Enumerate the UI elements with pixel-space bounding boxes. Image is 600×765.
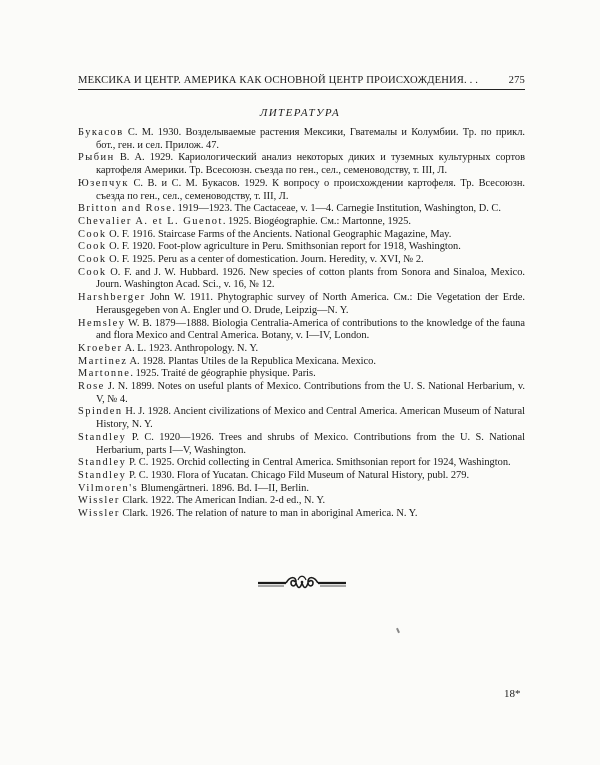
reference-entry — [78, 356, 525, 369]
reference-entry — [78, 127, 525, 152]
reference-text: . 1919—1923. The Cactaceae, v. 1—4. Carnegie Institution, Washington, D. C. — [172, 203, 501, 215]
reference-text: P. C. 1930. Flora of Yucatan. Chicago Fild Museum of Natural History, publ. 279. — [126, 469, 470, 481]
reference-author: Rose — [78, 381, 105, 393]
reference-entry — [78, 368, 525, 381]
reference-author: Cook — [78, 241, 107, 253]
header-rule — [78, 89, 525, 90]
reference-entry — [78, 178, 525, 203]
reference-text: J. N. 1899. Notes on useful plants of Mexico. Contributions from the U. S. National Herbarium, v. V, № 4. — [96, 381, 525, 405]
reference-entry — [78, 343, 525, 356]
reference-text: В. А. 1929. Кариологический анализ некоторых диких и туземных культурных сортов картофеля Америки. Тр. Всесоюзн. съезда по ген., сел., семеноводству, т. III, Л. — [96, 152, 525, 177]
reference-author: Martonne — [78, 368, 131, 380]
reference-text: P. C. 1920—1926. Trees and shrubs of Mexico. Contributions from the U. S. National Herbarium, parts I—V, Washington. — [96, 431, 525, 456]
reference-entry — [78, 203, 525, 216]
reference-author: Chevalier A. et L. Guenot — [78, 215, 223, 227]
reference-author: Kroeber — [78, 342, 123, 354]
reference-entry — [78, 457, 525, 470]
decorative-vignette-icon — [256, 572, 348, 594]
reference-entry — [78, 406, 525, 431]
reference-entry — [78, 495, 525, 508]
reference-entry — [78, 432, 525, 457]
reference-author: Harshberger — [78, 292, 146, 304]
reference-author: Cook — [78, 266, 107, 278]
reference-entry — [78, 292, 525, 317]
reference-author: Standley — [78, 469, 127, 481]
reference-entry — [78, 483, 525, 496]
reference-text: H. J. 1928. Ancient civilizations of Mexico and Central America. American Museum of Natural History, N. Y. — [96, 406, 525, 431]
ink-speck — [396, 628, 400, 633]
reference-text: O. F. 1920. Foot-plow agriculture in Peru. Smithsonian report for 1918, Washington. — [106, 241, 461, 253]
reference-text: С. М. 1930. Возделываемые растения Мексики, Гватемалы и Колумбии. Тр. по прикл. бот., ген. и сел. Прилож. 47. — [96, 127, 525, 151]
reference-text: P. C. 1925. Orchid collecting in Central America. Smithsonian report for 1924, Washington. — [126, 457, 511, 469]
reference-author: Britton and Rose — [78, 203, 173, 215]
reference-text: Clark. 1922. The American Indian. 2-d ed., N. Y. — [119, 495, 326, 507]
reference-entry — [78, 254, 525, 267]
reference-text: W. B. 1879—1888. Biologia Centralia-America of contributions to the knowledge of the fauna and flora Mexico and Central America. Botany, v. I—IV, London. — [96, 317, 525, 342]
reference-entry — [78, 267, 525, 292]
reference-author: Hemsley — [78, 317, 126, 329]
reference-author: Букасов — [78, 127, 124, 138]
reference-entry — [78, 229, 525, 242]
reference-text: С. В. и С. М. Букасов. 1929. К вопросу о происхождении картофеля. Тр. Всесоюзн. съезда по ген., сел., семеноводству, т. III, Л. — [96, 177, 525, 202]
running-head — [78, 75, 525, 86]
reference-text: Clark. 1926. The relation of nature to man in aboriginal America. N. Y. — [119, 508, 418, 520]
reference-text: O. F. 1925. Peru as a center of domestication. Journ. Heredity, v. XVI, № 2. — [106, 254, 424, 266]
reference-author: Standley — [78, 457, 127, 469]
reference-text: O. F. 1916. Staircase Farms of the Ancients. National Geographic Magazine, May. — [106, 228, 452, 240]
reference-entry — [78, 381, 525, 406]
page-number: 275 — [508, 75, 525, 86]
section-title: ЛИТЕРАТУРА — [259, 107, 341, 119]
signature-mark: 18* — [504, 688, 521, 700]
reference-text: Blumengärtneri. 1896. Bd. I—II, Berlin. — [138, 482, 309, 494]
reference-author: Юзепчук — [78, 177, 129, 189]
reference-author: Standley — [78, 431, 127, 443]
reference-author: Vilmoren's — [78, 482, 139, 494]
reference-list — [78, 127, 525, 521]
reference-author: Wissler — [78, 495, 120, 507]
reference-entry — [78, 318, 525, 343]
reference-entry — [78, 470, 525, 483]
reference-entry — [78, 216, 525, 229]
reference-text: . 1925. Traité de géographie physique. Paris. — [130, 368, 316, 380]
reference-entry — [78, 241, 525, 254]
reference-text: A. L. 1923. Anthropology. N. Y. — [122, 342, 259, 354]
reference-text: A. 1928. Plantas Utiles de la Republica Mexicana. Mexico. — [127, 355, 376, 367]
reference-entry — [78, 152, 525, 177]
running-title: МЕКСИКА И ЦЕНТР. АМЕРИКА КАК ОСНОВНОЙ ЦЕНТР ПРОИСХОЖДЕНИЯ. . . — [78, 75, 479, 86]
reference-text: John W. 1911. Phytographic survey of North America. См.: Die Vegetation der Erde. Herausgegeben von A. Engler und O. Drude, Leipzig—N. Y. — [96, 292, 525, 316]
reference-text: . 1925. Biogéographie. См.: Martonne, 1925. — [222, 215, 411, 227]
reference-entry — [78, 508, 525, 521]
reference-author: Wissler — [78, 508, 120, 520]
reference-author: Spinden — [78, 406, 123, 418]
reference-text: O. F. and J. W. Hubbard. 1926. New species of cotton plants from Sonora and Sinaloa, Mexico. Journ. Washington Acad. Sci., v. 16, № 12. — [96, 266, 525, 291]
reference-author: Martinez — [78, 355, 128, 367]
reference-author: Cook — [78, 254, 107, 266]
reference-author: Cook — [78, 228, 107, 240]
reference-author: Рыбин — [78, 152, 115, 164]
